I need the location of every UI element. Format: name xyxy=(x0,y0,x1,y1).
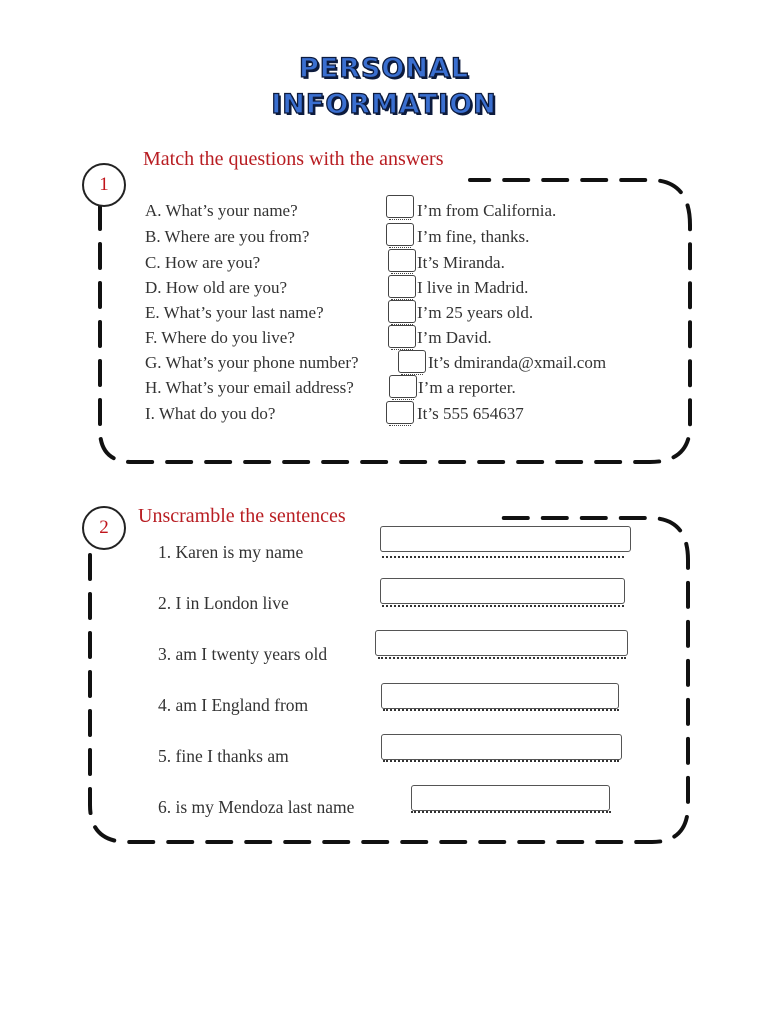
answer-1: I’m from California. xyxy=(417,201,557,220)
answer-6: I’m David. xyxy=(417,328,492,347)
question-b: B. Where are you from? xyxy=(145,227,310,246)
question-d: D. How old are you? xyxy=(145,278,288,297)
answer-3: It’s Miranda. xyxy=(417,253,505,272)
question-i: I. What do you do? xyxy=(145,404,276,423)
section-1-title: Match the questions with the answers xyxy=(143,148,444,170)
question-c: C. How are you? xyxy=(145,253,261,272)
answer-line-2 xyxy=(382,605,624,607)
match-box-3[interactable] xyxy=(388,249,416,272)
answer-line-1 xyxy=(382,556,624,558)
scrambled-sentence-3: 3. am I twenty years old xyxy=(158,644,328,664)
question-a: A. What’s your name? xyxy=(145,201,298,220)
match-box-8[interactable] xyxy=(389,375,417,398)
match-box-9[interactable] xyxy=(386,401,414,424)
answer-field-3[interactable] xyxy=(375,630,628,656)
answer-line-3 xyxy=(378,657,626,659)
answer-field-5[interactable] xyxy=(381,734,622,760)
section-2-number-badge: 2 xyxy=(82,506,126,550)
question-e: E. What’s your last name? xyxy=(145,303,324,322)
match-box-5[interactable] xyxy=(388,300,416,323)
answer-8: I’m a reporter. xyxy=(418,378,516,397)
answer-field-6[interactable] xyxy=(411,785,610,811)
match-box-1[interactable] xyxy=(386,195,414,218)
question-f: F. Where do you live? xyxy=(145,328,295,347)
answer-2: I’m fine, thanks. xyxy=(417,227,530,246)
scrambled-sentence-1: 1. Karen is my name xyxy=(158,542,304,562)
match-box-2[interactable] xyxy=(386,223,414,246)
scrambled-sentence-5: 5. fine I thanks am xyxy=(158,746,289,766)
title-line-1: PERSONAL xyxy=(298,53,470,84)
answer-field-2[interactable] xyxy=(380,578,625,604)
answer-line-5 xyxy=(383,760,619,762)
answer-field-1[interactable] xyxy=(380,526,631,552)
match-box-7[interactable] xyxy=(398,350,426,373)
question-g: G. What’s your phone number? xyxy=(145,353,359,372)
answer-7: It’s dmiranda@xmail.com xyxy=(428,353,607,372)
title-line-2: INFORMATION xyxy=(271,89,497,120)
scrambled-sentence-4: 4. am I England from xyxy=(158,695,309,715)
answer-field-4[interactable] xyxy=(381,683,619,709)
match-box-6[interactable] xyxy=(388,325,416,348)
scrambled-sentence-2: 2. I in London live xyxy=(158,593,289,613)
question-h: H. What’s your email address? xyxy=(145,378,354,397)
section-1-number-badge: 1 xyxy=(82,163,126,207)
answer-line-4 xyxy=(383,709,619,711)
match-box-4[interactable] xyxy=(388,275,416,298)
answer-line-6 xyxy=(411,811,611,813)
section-2-title: Unscramble the sentences xyxy=(138,505,346,527)
scrambled-sentence-6: 6. is my Mendoza last name xyxy=(158,797,355,817)
answer-5: I’m 25 years old. xyxy=(417,303,534,322)
answer-9: It’s 555 654637 xyxy=(417,404,524,423)
answer-4: I live in Madrid. xyxy=(417,278,529,297)
